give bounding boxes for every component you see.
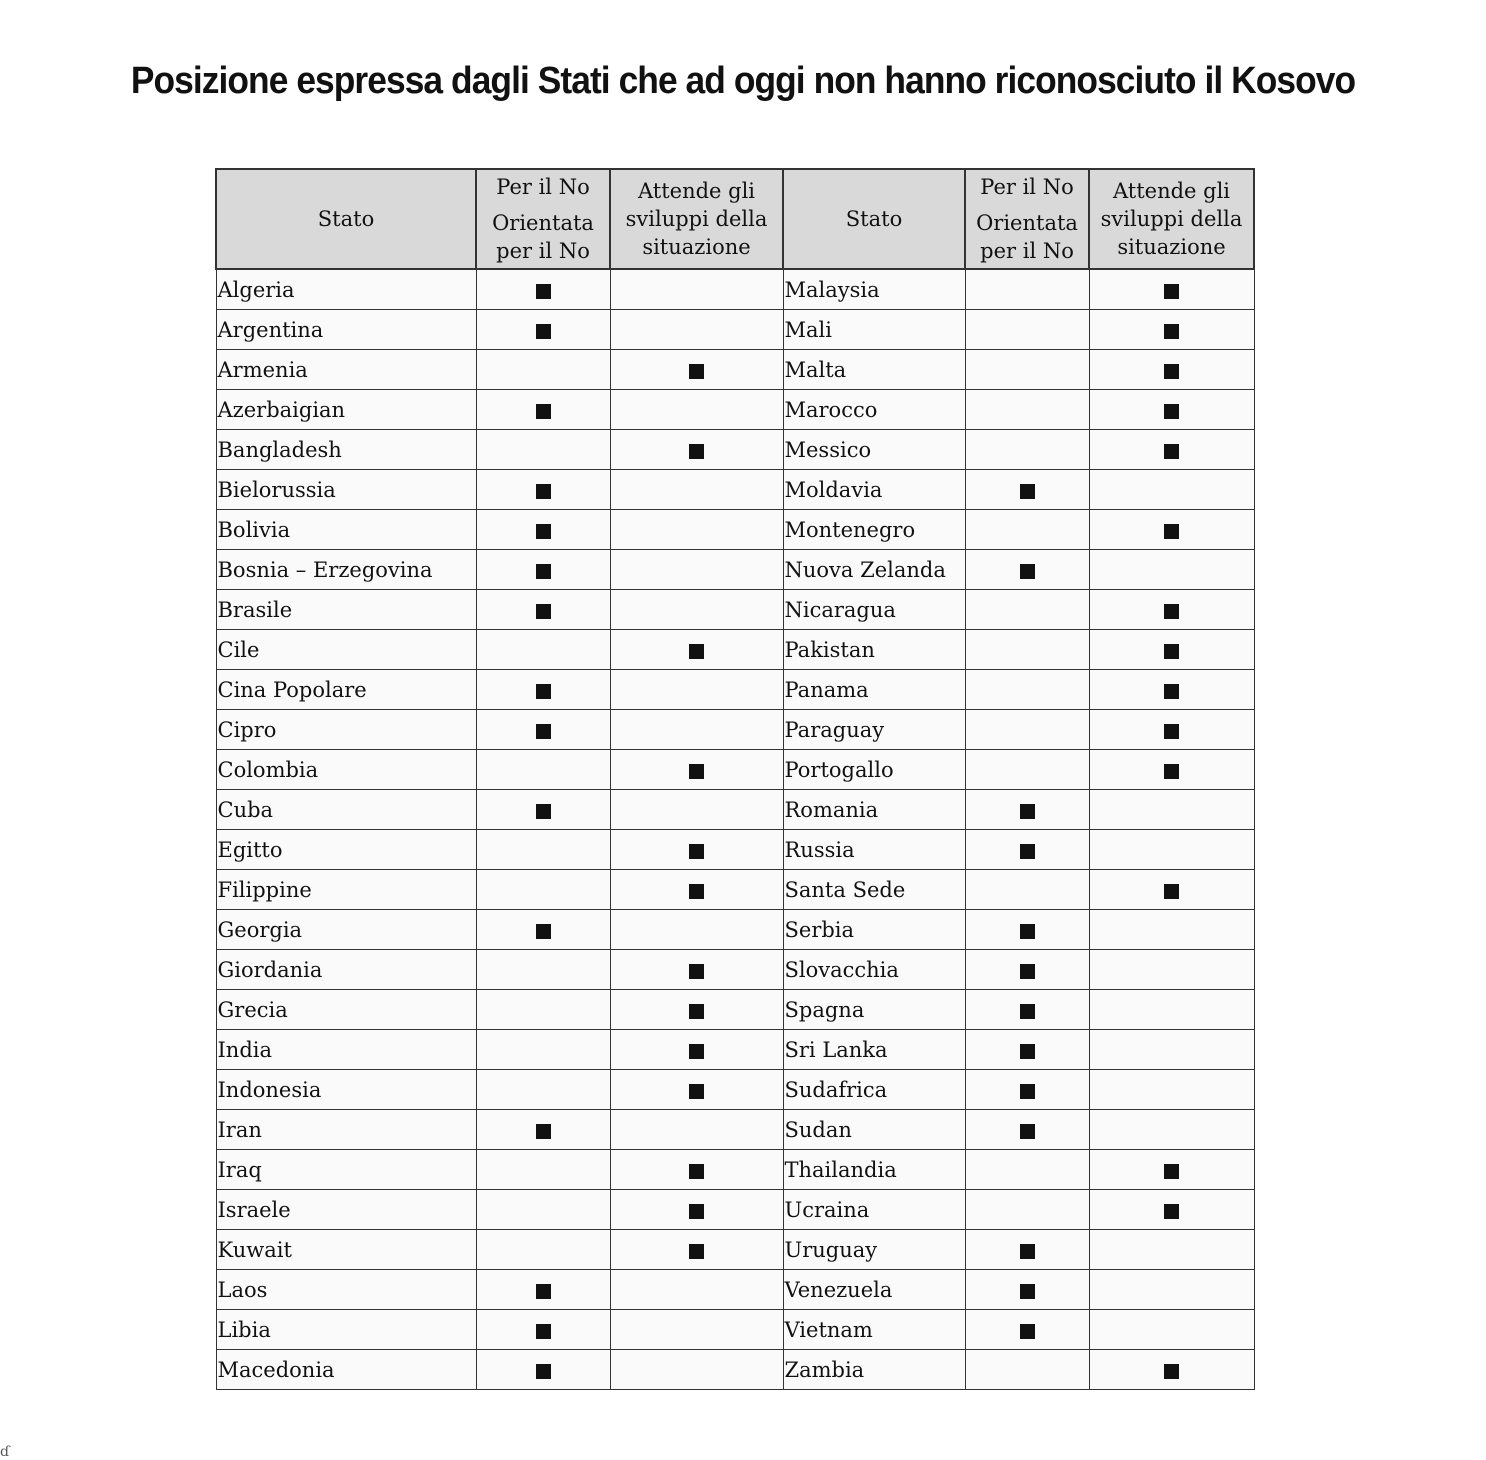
table-row: [216, 310, 1254, 350]
state-name-left: Georgia: [216, 910, 476, 950]
state-name-left: Argentina: [216, 310, 476, 350]
table-row: [216, 1070, 1254, 1110]
table-row: [216, 430, 1254, 470]
state-name-right: Pakistan: [783, 630, 965, 670]
per-il-no-cell-right: [965, 630, 1089, 670]
table-row: [216, 1110, 1254, 1150]
attende-cell-left: [610, 710, 783, 750]
filled-square-mark-icon: [1164, 284, 1179, 299]
filled-square-mark-icon: [689, 1004, 704, 1019]
per-il-no-cell-right: [965, 790, 1089, 830]
state-name-left: Bangladesh: [216, 430, 476, 470]
attende-cell-right: [1089, 950, 1254, 990]
per-il-no-cell-right: [965, 830, 1089, 870]
per-il-no-cell-right: [965, 590, 1089, 630]
per-il-no-cell-right: [965, 1190, 1089, 1230]
table-row: [216, 870, 1254, 910]
attende-cell-right: [1089, 310, 1254, 350]
per-il-no-cell-right: [965, 1350, 1089, 1390]
attende-cell-right: [1089, 590, 1254, 630]
per-il-no-cell-left: [476, 390, 610, 430]
per-il-no-cell-left: [476, 1070, 610, 1110]
filled-square-mark-icon: [1164, 684, 1179, 699]
table-row: [216, 1150, 1254, 1190]
per-il-no-cell-left: [476, 910, 610, 950]
attende-cell-right: [1089, 390, 1254, 430]
per-il-no-cell-right: [965, 1270, 1089, 1310]
state-name-left: Macedonia: [216, 1350, 476, 1390]
per-il-no-cell-left: [476, 950, 610, 990]
attende-cell-left: [610, 1110, 783, 1150]
per-il-no-cell-left: [476, 310, 610, 350]
table-row: [216, 670, 1254, 710]
table-row: [216, 630, 1254, 670]
attende-cell-left: [610, 830, 783, 870]
attende-cell-right: [1089, 990, 1254, 1030]
attende-cell-left: [610, 790, 783, 830]
filled-square-mark-icon: [689, 1204, 704, 1219]
table-row: [216, 790, 1254, 830]
per-il-no-cell-right: [965, 350, 1089, 390]
attende-cell-left: [610, 430, 783, 470]
attende-cell-left: [610, 1030, 783, 1070]
attende-cell-left: [610, 510, 783, 550]
per-il-no-cell-right: [965, 910, 1089, 950]
filled-square-mark-icon: [1020, 1124, 1035, 1139]
state-name-left: Israele: [216, 1190, 476, 1230]
header-attende-line1: Attende gli: [1112, 179, 1231, 203]
table-row: [216, 550, 1254, 590]
filled-square-mark-icon: [536, 684, 551, 699]
state-name-left: Filippine: [216, 870, 476, 910]
attende-cell-right: [1089, 870, 1254, 910]
attende-cell-right: [1089, 430, 1254, 470]
attende-cell-left: [610, 1270, 783, 1310]
filled-square-mark-icon: [689, 844, 704, 859]
state-name-right: Mali: [783, 310, 965, 350]
state-name-left: Laos: [216, 1270, 476, 1310]
state-name-left: Colombia: [216, 750, 476, 790]
header-attende-line2: sviluppi della: [1100, 207, 1243, 231]
state-name-left: Libia: [216, 1310, 476, 1350]
attende-cell-right: [1089, 1350, 1254, 1390]
filled-square-mark-icon: [536, 724, 551, 739]
state-name-left: Cile: [216, 630, 476, 670]
state-name-left: Bosnia – Erzegovina: [216, 550, 476, 590]
filled-square-mark-icon: [536, 404, 551, 419]
header-per-il-no-right: [965, 169, 1089, 269]
state-name-right: Uruguay: [783, 1230, 965, 1270]
attende-cell-left: [610, 1230, 783, 1270]
filled-square-mark-icon: [1020, 1004, 1035, 1019]
state-name-right: Nuova Zelanda: [783, 550, 965, 590]
filled-square-mark-icon: [536, 804, 551, 819]
state-name-left: Giordania: [216, 950, 476, 990]
filled-square-mark-icon: [689, 364, 704, 379]
attende-cell-right: [1089, 550, 1254, 590]
attende-cell-left: [610, 390, 783, 430]
state-name-right: Sudan: [783, 1110, 965, 1150]
per-il-no-cell-left: [476, 1350, 610, 1390]
state-name-right: Venezuela: [783, 1270, 965, 1310]
per-il-no-cell-left: [476, 1270, 610, 1310]
attende-cell-right: [1089, 269, 1254, 310]
filled-square-mark-icon: [1020, 484, 1035, 499]
header-per-il-no-line1: Per il No: [980, 175, 1074, 199]
per-il-no-cell-left: [476, 430, 610, 470]
attende-cell-right: [1089, 1070, 1254, 1110]
attende-cell-right: [1089, 830, 1254, 870]
attende-cell-right: [1089, 1150, 1254, 1190]
filled-square-mark-icon: [1164, 764, 1179, 779]
attende-cell-left: [610, 870, 783, 910]
page-edge-fragment: ɗ: [0, 1444, 10, 1460]
state-name-right: Vietnam: [783, 1310, 965, 1350]
state-name-right: Marocco: [783, 390, 965, 430]
filled-square-mark-icon: [536, 564, 551, 579]
per-il-no-cell-right: [965, 1030, 1089, 1070]
filled-square-mark-icon: [689, 1164, 704, 1179]
table-row: [216, 1270, 1254, 1310]
attende-cell-right: [1089, 790, 1254, 830]
per-il-no-cell-left: [476, 990, 610, 1030]
filled-square-mark-icon: [536, 484, 551, 499]
state-name-left: Cina Popolare: [216, 670, 476, 710]
table-row: [216, 350, 1254, 390]
filled-square-mark-icon: [536, 604, 551, 619]
filled-square-mark-icon: [1164, 324, 1179, 339]
state-name-left: Bielorussia: [216, 470, 476, 510]
attende-cell-right: [1089, 1030, 1254, 1070]
per-il-no-cell-left: [476, 870, 610, 910]
filled-square-mark-icon: [536, 324, 551, 339]
per-il-no-cell-left: [476, 830, 610, 870]
per-il-no-cell-right: [965, 1150, 1089, 1190]
filled-square-mark-icon: [689, 884, 704, 899]
state-name-right: Sudafrica: [783, 1070, 965, 1110]
state-name-left: Iraq: [216, 1150, 476, 1190]
attende-cell-right: [1089, 470, 1254, 510]
per-il-no-cell-right: [965, 1070, 1089, 1110]
header-stato-label: Stato: [845, 207, 903, 231]
state-name-left: Grecia: [216, 990, 476, 1030]
filled-square-mark-icon: [1164, 1164, 1179, 1179]
header-per-il-no-line3: per il No: [980, 239, 1074, 263]
state-name-right: Santa Sede: [783, 870, 965, 910]
per-il-no-cell-right: [965, 870, 1089, 910]
filled-square-mark-icon: [689, 1084, 704, 1099]
attende-cell-left: [610, 1150, 783, 1190]
filled-square-mark-icon: [536, 1284, 551, 1299]
filled-square-mark-icon: [689, 964, 704, 979]
state-name-right: Serbia: [783, 910, 965, 950]
header-attende-line3: situazione: [1117, 235, 1226, 259]
attende-cell-left: [610, 590, 783, 630]
per-il-no-cell-left: [476, 1150, 610, 1190]
table-row: [216, 1230, 1254, 1270]
header-stato-label: Stato: [317, 207, 375, 231]
filled-square-mark-icon: [536, 1124, 551, 1139]
filled-square-mark-icon: [1164, 404, 1179, 419]
filled-square-mark-icon: [1020, 1044, 1035, 1059]
state-name-right: Spagna: [783, 990, 965, 1030]
attende-cell-right: [1089, 1190, 1254, 1230]
attende-cell-left: [610, 750, 783, 790]
attende-cell-left: [610, 1190, 783, 1230]
state-name-right: Moldavia: [783, 470, 965, 510]
filled-square-mark-icon: [1020, 1284, 1035, 1299]
state-name-right: Malta: [783, 350, 965, 390]
state-name-right: Malaysia: [783, 269, 965, 310]
attende-cell-right: [1089, 1310, 1254, 1350]
per-il-no-cell-left: [476, 1310, 610, 1350]
table-row: [216, 510, 1254, 550]
state-name-right: Ucraina: [783, 1190, 965, 1230]
per-il-no-cell-left: [476, 269, 610, 310]
table-row: [216, 1190, 1254, 1230]
table-row: [216, 910, 1254, 950]
attende-cell-left: [610, 630, 783, 670]
per-il-no-cell-right: [965, 510, 1089, 550]
attende-cell-right: [1089, 510, 1254, 550]
table-row: [216, 269, 1254, 310]
state-name-left: Cuba: [216, 790, 476, 830]
state-name-right: Panama: [783, 670, 965, 710]
state-name-right: Slovacchia: [783, 950, 965, 990]
attende-cell-left: [610, 470, 783, 510]
per-il-no-cell-right: [965, 1230, 1089, 1270]
table-row: [216, 750, 1254, 790]
filled-square-mark-icon: [1020, 1324, 1035, 1339]
table-row: [216, 1310, 1254, 1350]
per-il-no-cell-right: [965, 269, 1089, 310]
filled-square-mark-icon: [1164, 364, 1179, 379]
state-name-left: Cipro: [216, 710, 476, 750]
per-il-no-cell-left: [476, 590, 610, 630]
filled-square-mark-icon: [1164, 724, 1179, 739]
filled-square-mark-icon: [1164, 1364, 1179, 1379]
per-il-no-cell-left: [476, 350, 610, 390]
attende-cell-right: [1089, 630, 1254, 670]
header-stato-left: [216, 169, 476, 269]
table-row: [216, 1030, 1254, 1070]
attende-cell-left: [610, 269, 783, 310]
state-name-right: Romania: [783, 790, 965, 830]
header-attende-left: [610, 169, 783, 269]
filled-square-mark-icon: [1020, 924, 1035, 939]
attende-cell-right: [1089, 1110, 1254, 1150]
state-name-left: Kuwait: [216, 1230, 476, 1270]
header-per-il-no-line2: Orientata: [492, 211, 594, 235]
filled-square-mark-icon: [1020, 844, 1035, 859]
attende-cell-right: [1089, 910, 1254, 950]
state-name-left: India: [216, 1030, 476, 1070]
attende-cell-right: [1089, 750, 1254, 790]
header-per-il-no-left: [476, 169, 610, 269]
per-il-no-cell-left: [476, 1110, 610, 1150]
filled-square-mark-icon: [689, 764, 704, 779]
filled-square-mark-icon: [689, 1044, 704, 1059]
per-il-no-cell-left: [476, 670, 610, 710]
filled-square-mark-icon: [1164, 604, 1179, 619]
per-il-no-cell-right: [965, 1110, 1089, 1150]
attende-cell-left: [610, 990, 783, 1030]
filled-square-mark-icon: [536, 524, 551, 539]
attende-cell-left: [610, 350, 783, 390]
table-row: [216, 470, 1254, 510]
state-name-right: Nicaragua: [783, 590, 965, 630]
attende-cell-left: [610, 1310, 783, 1350]
state-name-right: Paraguay: [783, 710, 965, 750]
state-name-left: Brasile: [216, 590, 476, 630]
table-row: [216, 710, 1254, 750]
header-attende-line1: Attende gli: [637, 179, 756, 203]
per-il-no-cell-left: [476, 1030, 610, 1070]
filled-square-mark-icon: [1164, 444, 1179, 459]
per-il-no-cell-left: [476, 470, 610, 510]
attende-cell-left: [610, 310, 783, 350]
per-il-no-cell-right: [965, 990, 1089, 1030]
state-name-right: Portogallo: [783, 750, 965, 790]
state-name-right: Thailandia: [783, 1150, 965, 1190]
per-il-no-cell-right: [965, 430, 1089, 470]
filled-square-mark-icon: [1020, 564, 1035, 579]
filled-square-mark-icon: [689, 444, 704, 459]
per-il-no-cell-right: [965, 390, 1089, 430]
state-name-right: Zambia: [783, 1350, 965, 1390]
state-name-left: Armenia: [216, 350, 476, 390]
state-name-right: Sri Lanka: [783, 1030, 965, 1070]
per-il-no-cell-left: [476, 790, 610, 830]
state-name-right: Montenegro: [783, 510, 965, 550]
per-il-no-cell-left: [476, 630, 610, 670]
per-il-no-cell-left: [476, 750, 610, 790]
state-name-right: Russia: [783, 830, 965, 870]
states-table: [215, 168, 1255, 1390]
per-il-no-cell-right: [965, 950, 1089, 990]
filled-square-mark-icon: [1164, 1204, 1179, 1219]
filled-square-mark-icon: [536, 284, 551, 299]
attende-cell-left: [610, 1070, 783, 1110]
state-name-left: Indonesia: [216, 1070, 476, 1110]
table-row: [216, 590, 1254, 630]
attende-cell-right: [1089, 350, 1254, 390]
filled-square-mark-icon: [1164, 884, 1179, 899]
filled-square-mark-icon: [1020, 804, 1035, 819]
filled-square-mark-icon: [689, 1244, 704, 1259]
state-name-left: Algeria: [216, 269, 476, 310]
header-row: [216, 169, 1254, 269]
table-row: [216, 990, 1254, 1030]
state-name-left: Bolivia: [216, 510, 476, 550]
attende-cell-left: [610, 910, 783, 950]
per-il-no-cell-right: [965, 550, 1089, 590]
per-il-no-cell-right: [965, 310, 1089, 350]
header-stato-right: [783, 169, 965, 269]
header-attende-line2: sviluppi della: [625, 207, 768, 231]
per-il-no-cell-left: [476, 1190, 610, 1230]
states-table-container: [215, 168, 1255, 1390]
per-il-no-cell-right: [965, 710, 1089, 750]
filled-square-mark-icon: [536, 924, 551, 939]
state-name-left: Egitto: [216, 830, 476, 870]
filled-square-mark-icon: [1020, 1244, 1035, 1259]
header-attende-right: [1089, 169, 1254, 269]
attende-cell-left: [610, 950, 783, 990]
per-il-no-cell-right: [965, 670, 1089, 710]
per-il-no-cell-right: [965, 1310, 1089, 1350]
filled-square-mark-icon: [1020, 1084, 1035, 1099]
attende-cell-left: [610, 1350, 783, 1390]
page-title: Posizione espressa dagli Stati che ad oggi non hanno riconosciuto il Kosovo: [130, 60, 1356, 102]
filled-square-mark-icon: [1164, 644, 1179, 659]
table-row: [216, 950, 1254, 990]
per-il-no-cell-left: [476, 550, 610, 590]
attende-cell-right: [1089, 670, 1254, 710]
attende-cell-left: [610, 550, 783, 590]
attende-cell-right: [1089, 1270, 1254, 1310]
filled-square-mark-icon: [1020, 964, 1035, 979]
filled-square-mark-icon: [689, 644, 704, 659]
table-body: [216, 269, 1254, 1390]
state-name-left: Azerbaigian: [216, 390, 476, 430]
per-il-no-cell-left: [476, 1230, 610, 1270]
table-row: [216, 1350, 1254, 1390]
attende-cell-right: [1089, 1230, 1254, 1270]
attende-cell-left: [610, 670, 783, 710]
table-row: [216, 830, 1254, 870]
attende-cell-right: [1089, 710, 1254, 750]
header-per-il-no-line1: Per il No: [496, 175, 590, 199]
per-il-no-cell-right: [965, 750, 1089, 790]
filled-square-mark-icon: [536, 1324, 551, 1339]
per-il-no-cell-left: [476, 710, 610, 750]
per-il-no-cell-left: [476, 510, 610, 550]
header-per-il-no-line2: Orientata: [976, 211, 1078, 235]
state-name-right: Messico: [783, 430, 965, 470]
per-il-no-cell-right: [965, 470, 1089, 510]
filled-square-mark-icon: [536, 1364, 551, 1379]
table-row: [216, 390, 1254, 430]
header-per-il-no-line3: per il No: [496, 239, 590, 263]
header-attende-line3: situazione: [642, 235, 751, 259]
state-name-left: Iran: [216, 1110, 476, 1150]
filled-square-mark-icon: [1164, 524, 1179, 539]
